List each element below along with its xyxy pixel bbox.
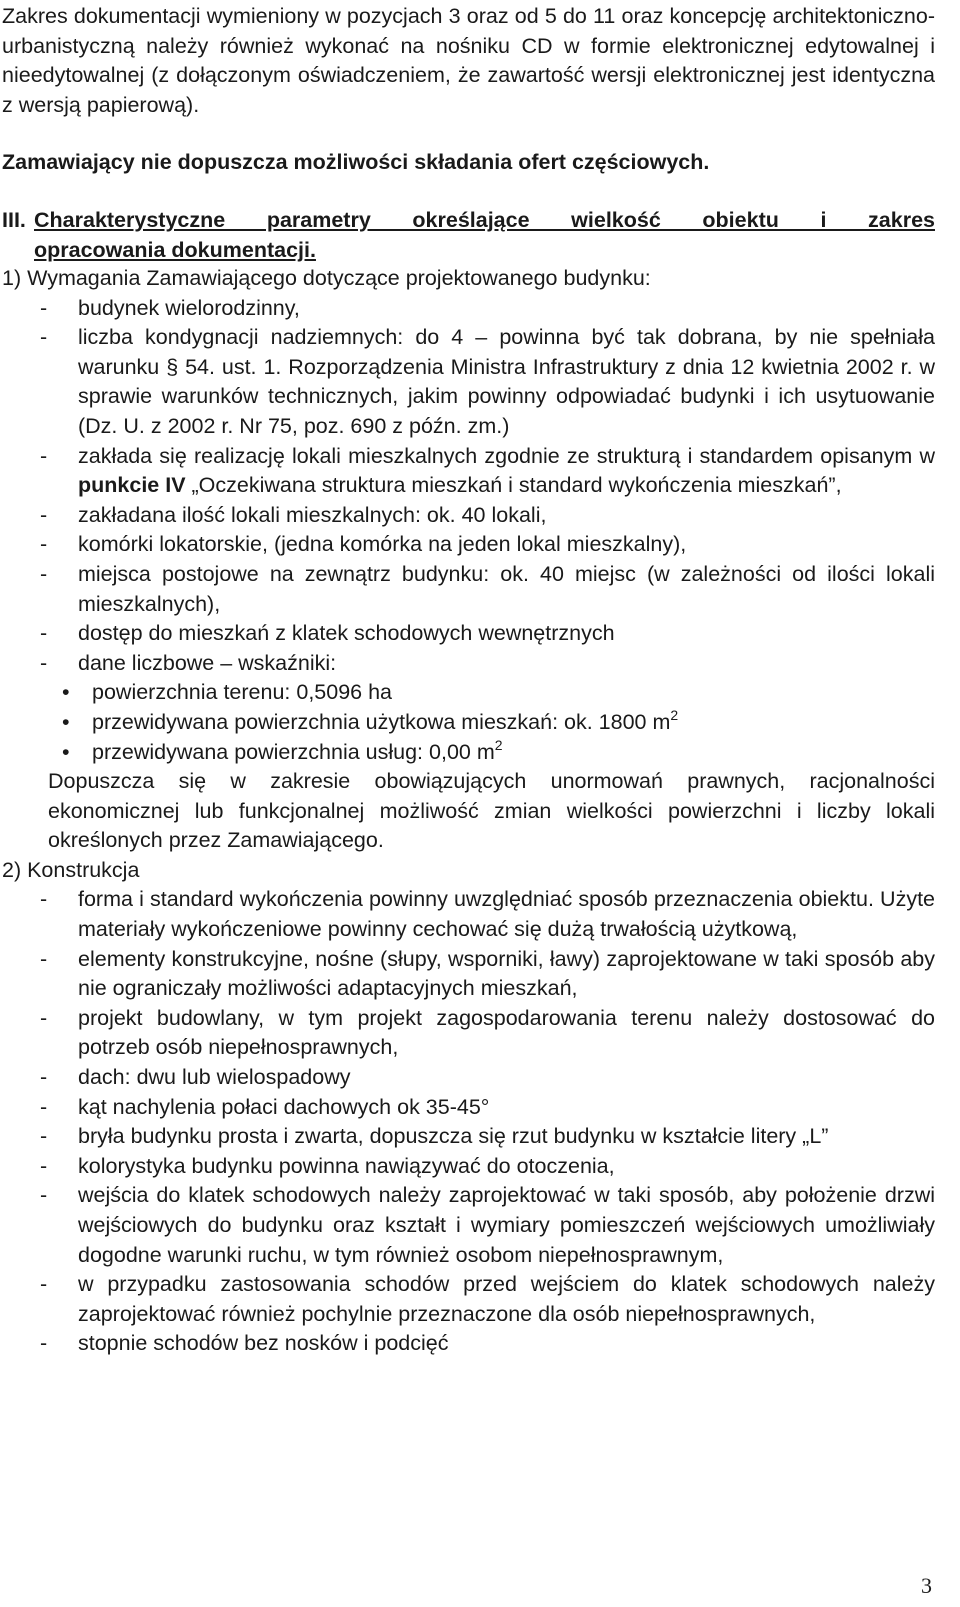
list-item: - w przypadku zastosowania schodów przed wejściem do klatek schodowych należy zaprojektować również pochylnie przeznaczone dla osób niepełnosprawnych, [2,1270,935,1329]
list-item: - kolorystyka budynku powinna nawiązywać do otoczenia, [2,1152,935,1182]
bullet-icon: • [62,709,70,734]
construction-list [2,885,935,1359]
point2-heading: 2) Konstrukcja [2,857,140,882]
bullet-item [2,708,935,738]
section-heading-line1 [2,206,935,236]
list-item [2,442,935,501]
bullet-text: powierzchnia terenu: 0,5096 ha [92,680,393,705]
list-item: - projekt budowlany, w tym projekt zagospodarowania terenu należy dostosować do potrzeb osób niepełnosprawnych, [2,1004,935,1063]
indicators-list [2,678,935,767]
section-heading [2,206,935,265]
list-item: - miejsca postojowe na zewnątrz budynku: ok. 40 miejsc (w zależności od ilości lokali mieszkalnych), [2,560,935,619]
partial-offers-notice: Zamawiający nie dopuszcza możliwości składania ofert częściowych. [2,150,710,174]
list-item-text: zakłada się realizację lokali mieszkalnych zgodnie ze strukturą i standardem opisanym w [78,443,935,468]
list-item: - elementy konstrukcyjne, nośne (słupy, wsporniki, ławy) zaprojektowane w taki sposób aby nie ograniczały możliwości adaptacyjnych mieszkań, [2,945,935,1004]
list-item-text-rest: „Oczekiwana struktura mieszkań i standard wykończenia mieszkań”, [185,473,842,498]
bullet-item [2,738,935,768]
page-number: 3 [921,1573,932,1598]
list-item: - dane liczbowe – wskaźniki: [2,649,935,679]
section-number: III. [2,208,26,232]
allowance-note: Dopuszcza się w zakresie obowiązujących unormowań prawnych, racjonalności ekonomicznej lub funkcjonalnej możliwość zmian wielkości powierzchni i liczby lokali określonych przez Zamawiającego. [48,769,935,853]
bullet-icon: • [62,680,70,705]
requirements-section [2,264,935,1359]
list-item: - kąt nachylenia połaci dachowych ok 35-45° [2,1093,935,1123]
superscript: 2 [494,736,503,753]
list-item: - dach: dwu lub wielospadowy [2,1063,935,1093]
bullet-text: przewidywana powierzchnia usług: 0,00 m [92,739,495,764]
list-item: - stopnie schodów bez nosków i podcięć [2,1329,935,1359]
list-item: - dostęp do mieszkań z klatek schodowych wewnętrznych [2,619,935,649]
bullet-text: przewidywana powierzchnia użytkowa mieszkań: ok. 1800 m [92,709,671,734]
section-title-line1: Charakterystyczne parametry określające wielkość obiektu i zakres [34,208,935,232]
list-item: - zakładana ilość lokali mieszkalnych: ok. 40 lokali, [2,501,935,531]
superscript: 2 [670,706,679,723]
list-item: - forma i standard wykończenia powinny uwzględniać sposób przeznaczenia obiektu. Użyte materiały wykończeniowe powinny cechować się dużą trwałością użytkową, [2,885,935,944]
intro-paragraph: Zakres dokumentacji wymieniony w pozycjach 3 oraz od 5 do 11 oraz koncepcję architektoniczno-urbanistyczną należy również wykonać na nośniku CD w formie elektronicznej edytowalnej i nieedytowalnej (z dołączonym oświadczeniem, że zawartość wersji elektronicznej jest identyczna z wersją papierową). [2,4,935,117]
bullet-icon: • [62,739,70,764]
point1-heading: 1) Wymagania Zamawiającego dotyczące projektowanego budynku: [2,266,651,290]
list-item-bold-reference: punkcie IV [78,473,186,498]
list-item: - bryła budynku prosta i zwarta, dopuszcza się rzut budynku w kształcie litery „L” [2,1122,935,1152]
building-requirements-list [2,294,935,679]
list-item: - wejścia do klatek schodowych należy zaprojektować w taki sposób, aby położenie drzwi wejściowych do budynku oraz kształt i wymiary pomieszczeń wejściowych umożliwiały dogodne warunki ruchu, w tym również osobom niepełnosprawnym, [2,1181,935,1270]
bullet-item [2,678,935,708]
list-item: - budynek wielorodzinny, [2,294,935,324]
list-item: - liczba kondygnacji nadziemnych: do 4 – powinna być tak dobrana, by nie spełniała warunku § 54. ust. 1. Rozporządzenia Ministra Infrastruktury z dnia 12 kwietnia 2002 r. w sprawie warunków technicznych, jakim powinny odpowiadać budynki i ich usytuowanie (Dz. U. z 2002 r. Nr 75, poz. 690 z późn. zm.) [2,323,935,441]
list-item: - komórki lokatorskie, (jedna komórka na jeden lokal mieszkalny), [2,530,935,560]
section-title-line2: opracowania dokumentacji. [34,237,316,262]
